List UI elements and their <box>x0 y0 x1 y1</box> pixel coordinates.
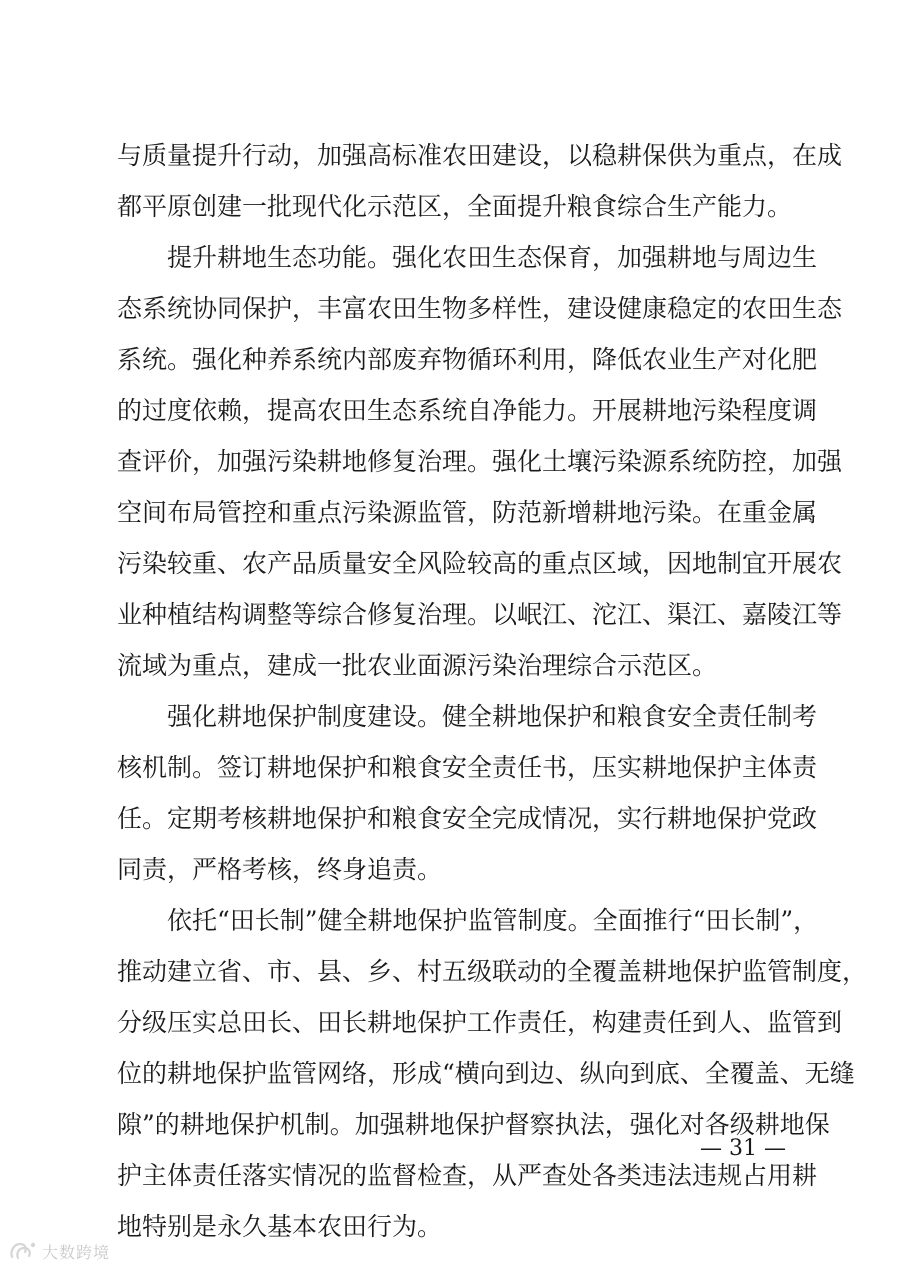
text-line: 推动建立省、市、县、乡、村五级联动的全覆盖耕地保护监管制度， <box>117 957 868 986</box>
paragraph-heading-line: 依托“田长制”健全耕地保护监管制度。全面推行“田长制”， <box>167 906 819 935</box>
text-line: 态系统协同保护，丰富农田生物多样性，建设健康稳定的农田生态 <box>117 294 843 323</box>
text-line: 查评价，加强污染耕地修复治理。强化土壤污染源系统防控，加强 <box>117 447 843 476</box>
text-line: 流域为重点，建成一批农业面源污染治理综合示范区。 <box>117 651 718 680</box>
paragraph-heading-line: 提升耕地生态功能。强化农田生态保育，加强耕地与周边生 <box>167 243 818 272</box>
page-number: — 31 — <box>700 1136 786 1161</box>
text-line: 业种植结构调整等综合修复治理。以岷江、沱江、渠江、嘉陵江等 <box>117 600 843 629</box>
text-line: 与质量提升行动，加强高标准农田建设，以稳耕保供为重点，在成 <box>117 141 843 170</box>
watermark-text: 大数跨境 <box>42 1242 111 1262</box>
text-line: 系统。强化种养系统内部废弃物循环利用，降低农业生产对化肥 <box>117 345 818 374</box>
brand-logo-icon <box>8 1239 38 1263</box>
text-line: 都平原创建一批现代化示范区，全面提升粮食综合生产能力。 <box>117 192 793 221</box>
text-line: 地特别是永久基本农田行为。 <box>117 1212 443 1241</box>
text-line: 护主体责任落实情况的监督检查，从严查处各类违法违规占用耕 <box>117 1161 818 1190</box>
text-line: 核机制。签订耕地保护和粮食安全责任书，压实耕地保护主体责 <box>117 753 818 782</box>
text-line: 空间布局管控和重点污染源监管，防范新增耕地污染。在重金属 <box>117 498 818 527</box>
text-line: 隙”的耕地保护机制。加强耕地保护督察执法，强化对各级耕地保 <box>117 1110 830 1139</box>
text-line: 任。定期考核耕地保护和粮食安全完成情况，实行耕地保护党政 <box>117 804 818 833</box>
text-line: 分级压实总田长、田长耕地保护工作责任，构建责任到人、监管到 <box>117 1008 843 1037</box>
text-line: 位的耕地保护监管网络，形成“横向到边、纵向到底、全覆盖、无缝 <box>117 1059 855 1088</box>
text-line: 同责，严格考核，终身追责。 <box>117 855 443 884</box>
watermark <box>8 1238 110 1264</box>
paragraph-heading-line: 强化耕地保护制度建设。健全耕地保护和粮食安全责任制考 <box>167 702 818 731</box>
text-line: 的过度依赖，提高农田生态系统自净能力。开展耕地污染程度调 <box>117 396 818 425</box>
text-line: 污染较重、农产品质量安全风险较高的重点区域，因地制宜开展农 <box>117 549 843 578</box>
